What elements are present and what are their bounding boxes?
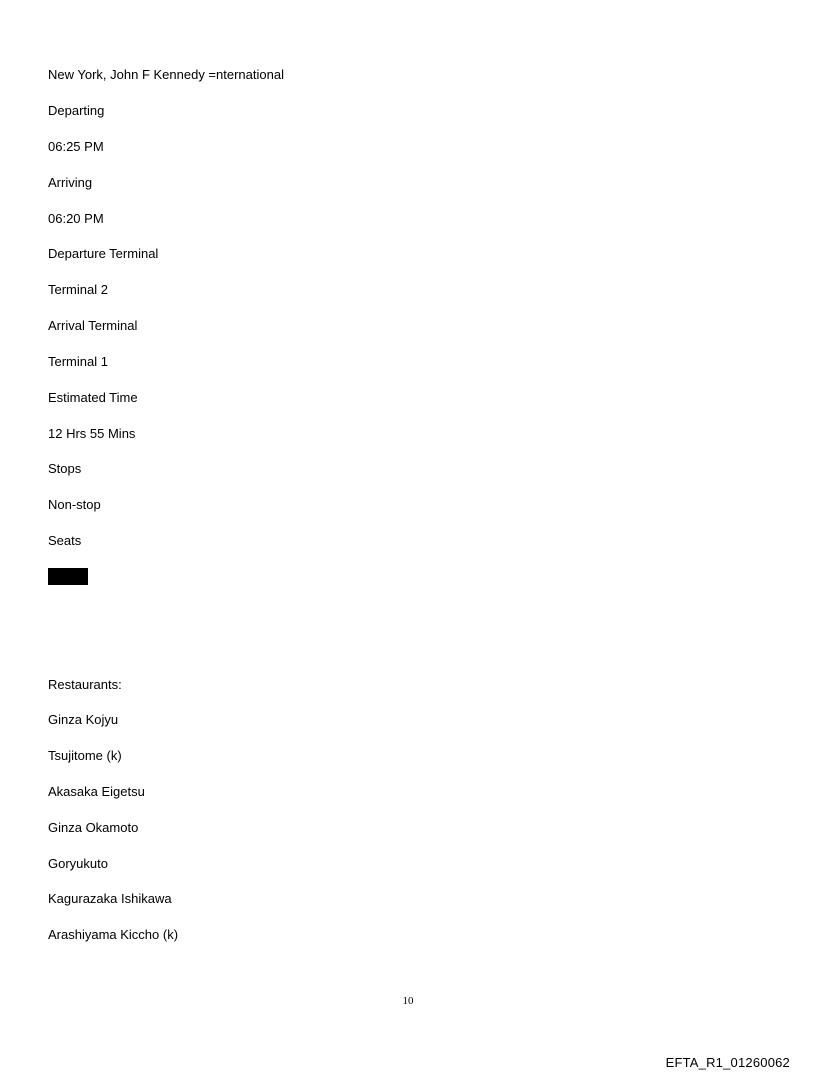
estimated-time-label: Estimated Time — [48, 390, 138, 405]
restaurants-heading: Restaurants: — [48, 677, 122, 692]
arriving-label: Arriving — [48, 175, 93, 190]
restaurant-item: Ginza Kojyu — [48, 712, 119, 727]
departing-label: Departing — [48, 103, 105, 118]
restaurant-item: Kagurazaka Ishikawa — [48, 891, 172, 906]
departure-terminal: Terminal 2 — [48, 282, 108, 297]
seats-label: Seats — [48, 533, 82, 548]
stops-label: Stops — [48, 461, 82, 476]
arriving-time: 06:20 PM — [48, 211, 104, 226]
page-number: 10 — [402, 995, 414, 1007]
bates-number: EFTA_R1_01260062 — [665, 1055, 790, 1070]
stops-value: Non-stop — [48, 497, 101, 512]
departing-time: 06:25 PM — [48, 139, 104, 154]
restaurant-item: Ginza Okamoto — [48, 820, 139, 835]
restaurant-item: Tsujitome (k) — [48, 748, 122, 763]
departure-terminal-label: Departure Terminal — [48, 246, 159, 261]
restaurant-item: Goryukuto — [48, 856, 108, 871]
estimated-time: 12 Hrs 55 Mins — [48, 426, 136, 441]
origin-airport: New York, John F Kennedy =nternational — [48, 67, 284, 82]
restaurant-item: Arashiyama Kiccho (k) — [48, 927, 179, 942]
arrival-terminal-label: Arrival Terminal — [48, 318, 138, 333]
redaction-box — [48, 568, 88, 585]
arrival-terminal: Terminal 1 — [48, 354, 108, 369]
restaurant-item: Akasaka Eigetsu — [48, 784, 145, 799]
